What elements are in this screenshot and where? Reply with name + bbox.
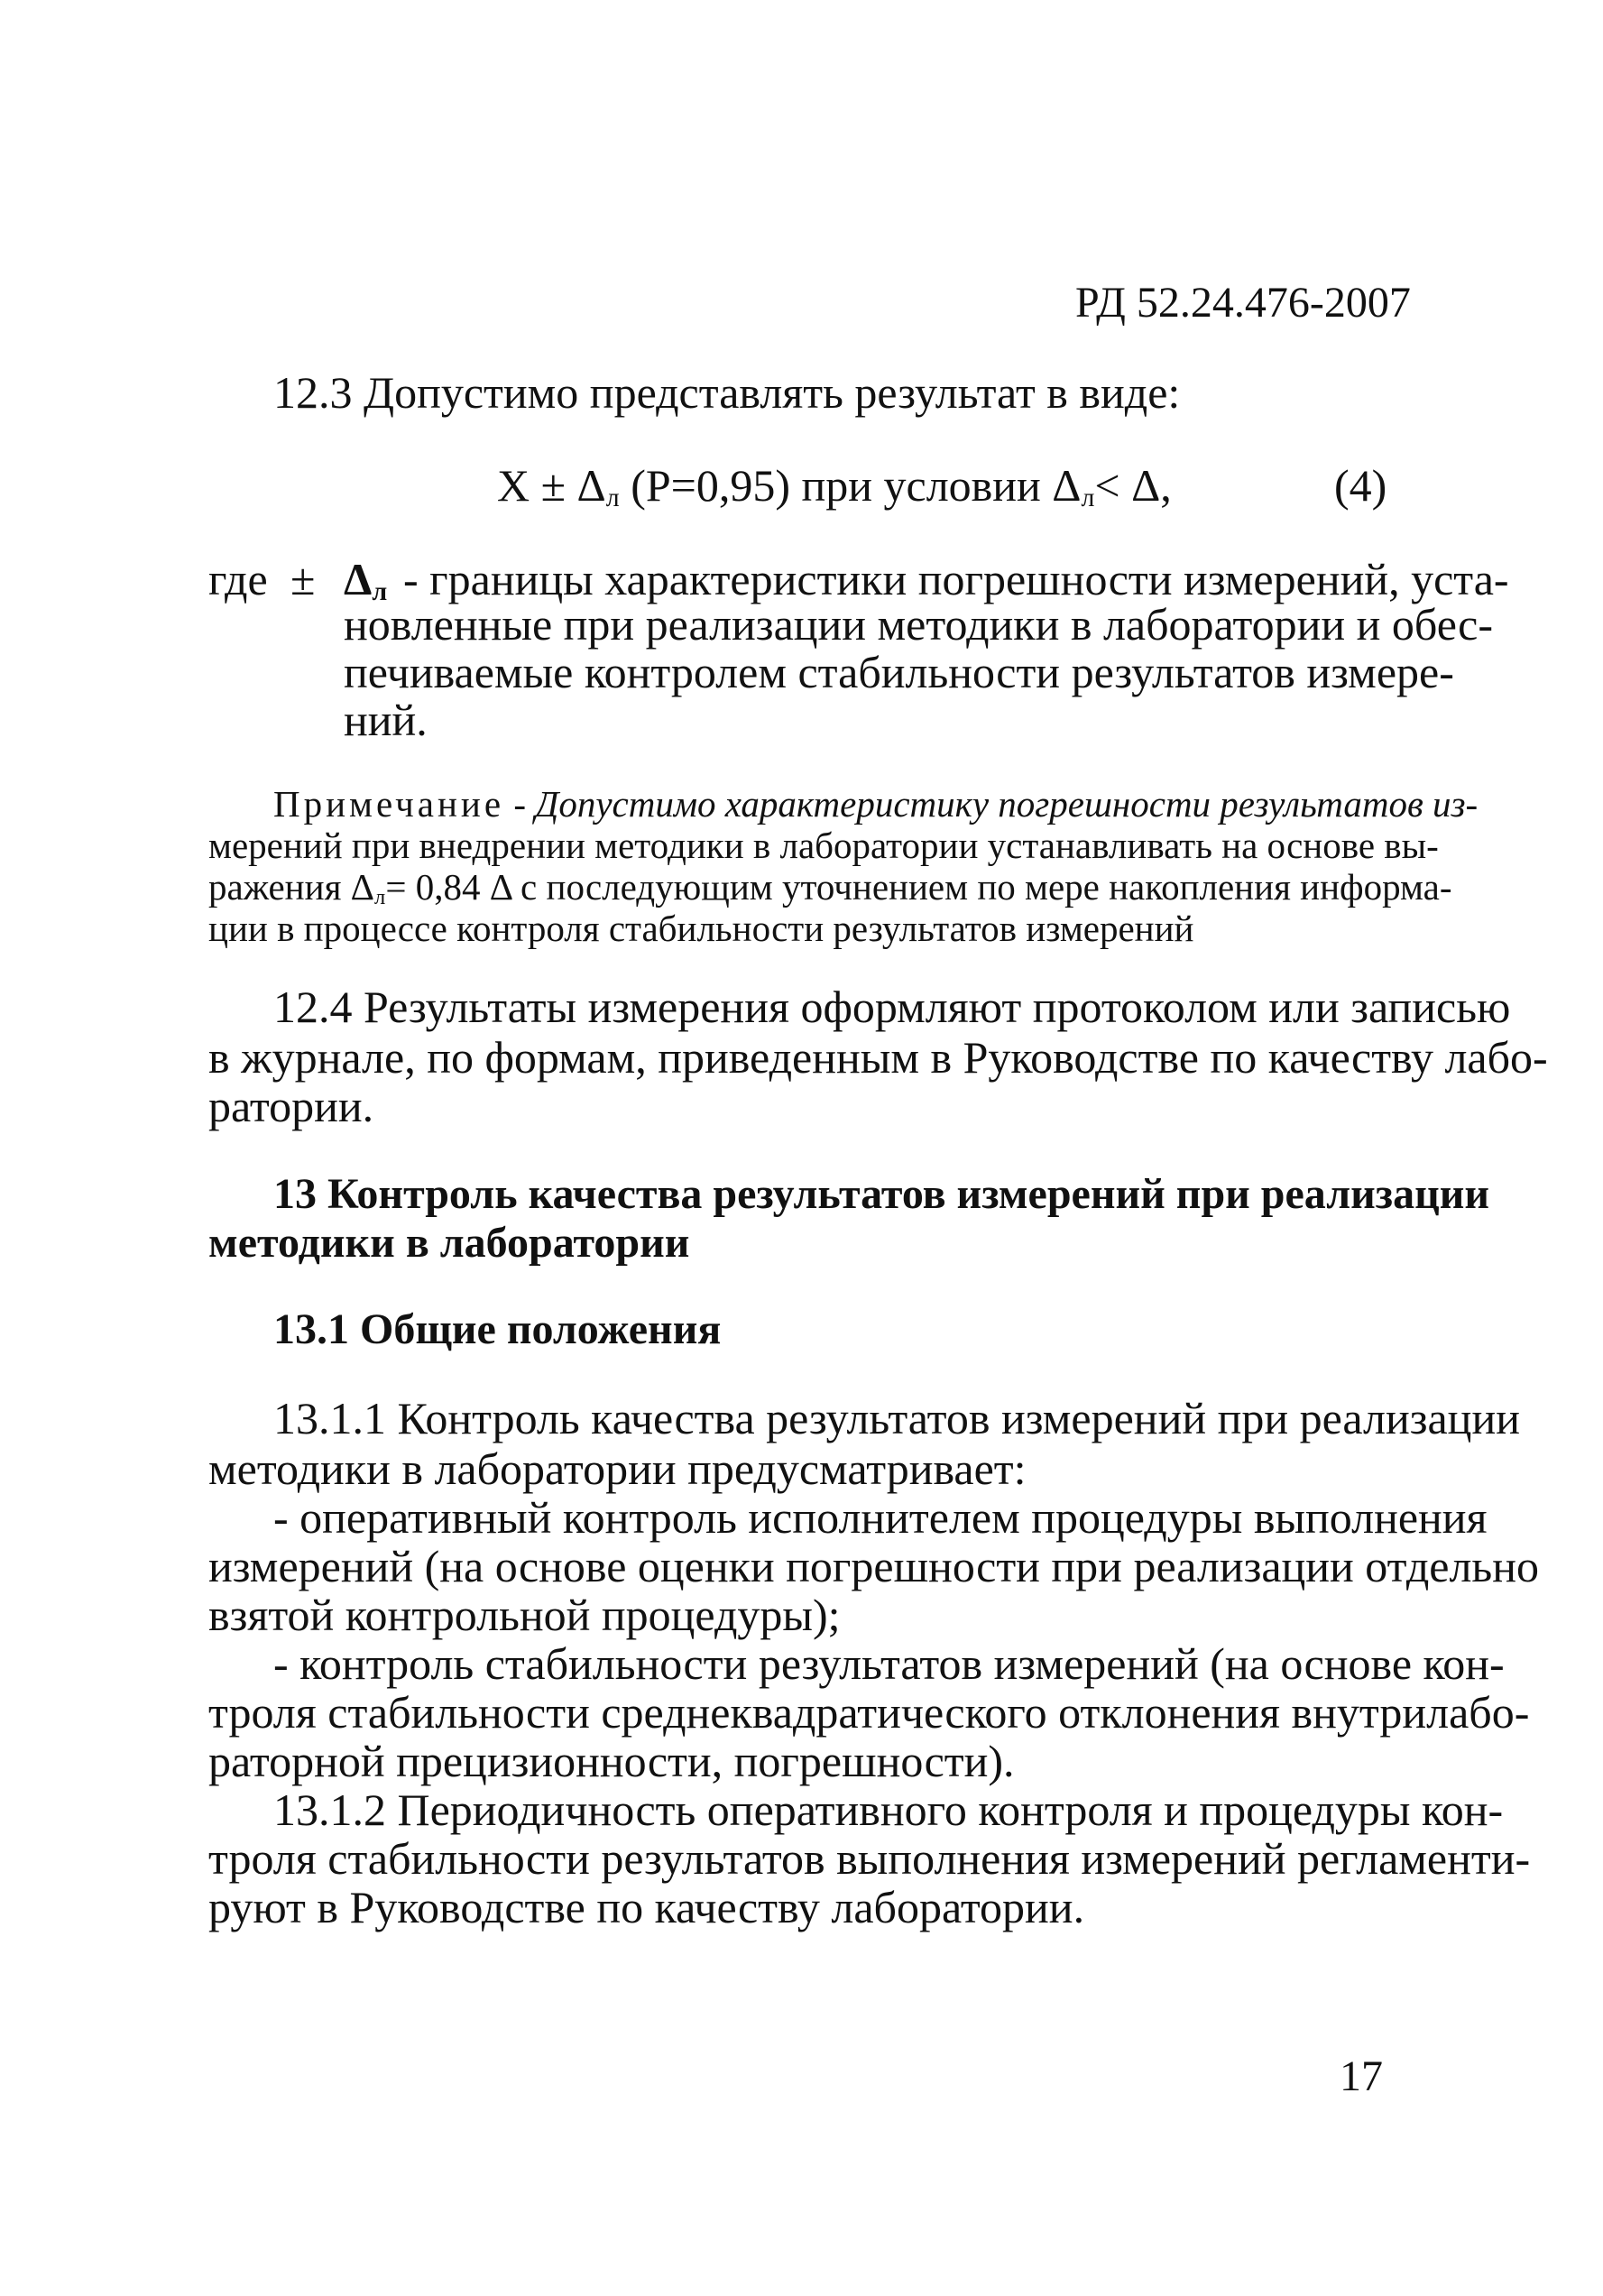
document-code: РД 52.24.476-2007 [1075,279,1411,327]
where-plusminus: ± [290,554,316,604]
item-1-line-2: измерений (на основе оценки погрешности при реализации отдельно [208,1541,1539,1591]
note-label: Примечание [273,783,505,825]
section-13-1-2-line-1: 13.1.2 Периодичность оперативного контроля и процедуры кон- [273,1784,1504,1835]
section-12-3-intro: 12.3 Допустимо представлять результат в виде: [273,367,1181,418]
page-number: 17 [1340,2052,1383,2100]
note-line-4: ции в процессе контроля стабильности результатов измерений [208,908,1194,949]
section-12-4-line-2: в журнале, по формам, приведенным в Руководстве по качеству лабо- [208,1032,1548,1083]
section-12-4-line-1: 12.4 Результаты измерения оформляют протоколом или записью [273,982,1511,1032]
section-12-4-line-3: ратории. [208,1081,374,1131]
item-2-line-1: - контроль стабильности результатов измерений (на основе кон- [273,1638,1505,1689]
note-line-2: мерений при внедрении методики в лаборатории устанавливать на основе вы- [208,825,1439,866]
section-13-1-1-line-1: 13.1.1 Контроль качества результатов измерений при реализации [273,1393,1520,1443]
where-label: где [208,554,268,604]
where-delta: $\Delta_л$ [344,554,388,606]
section-13-1-2-line-3: руют в Руководстве по качеству лаборатории. [208,1882,1085,1932]
formula-number: (4) [1334,460,1387,511]
section-13-1-heading: 13.1 Общие положения [273,1305,722,1353]
where-line-3: печиваемые контролем стабильности результатов измере- [344,647,1454,697]
item-2-line-3: раторной прецизионности, погрешности). [208,1736,1015,1786]
where-line-4: ний. [344,695,428,745]
section-13-heading-line-2: методики в лаборатории [208,1219,690,1267]
section-13-1-1-line-2: методики в лаборатории предусматривает: [208,1443,1027,1494]
item-2-line-2: троля стабильности среднеквадратического отклонения внутрилабо- [208,1687,1530,1738]
where-line-2: новленные при реализации методики в лаборатории и обес- [344,599,1493,650]
item-1-line-3: взятой контрольной процедуры); [208,1590,841,1640]
where-line-1: - границы характеристики погрешности измерений, уста- [403,554,1509,604]
formula-4: $X \pm \Delta_л$ (P=0,95) при условии $\Delta_л< \Delta$, [497,460,1172,512]
note-line-3: ражения $\Delta_л= 0,84$ Δ с последующим уточнением по мере накопления информа- [208,866,1452,909]
section-13-1-2-line-2: троля стабильности результатов выполнения измерений регламенти- [208,1833,1531,1884]
section-13-heading-line-1: 13 Контроль качества результатов измерений при реализации [273,1170,1490,1218]
item-1-line-1: - оперативный контроль исполнителем процедуры выполнения [273,1492,1488,1543]
note-line-1: Примечание - Допустимо характеристику погрешности результатов из- [273,783,1479,825]
